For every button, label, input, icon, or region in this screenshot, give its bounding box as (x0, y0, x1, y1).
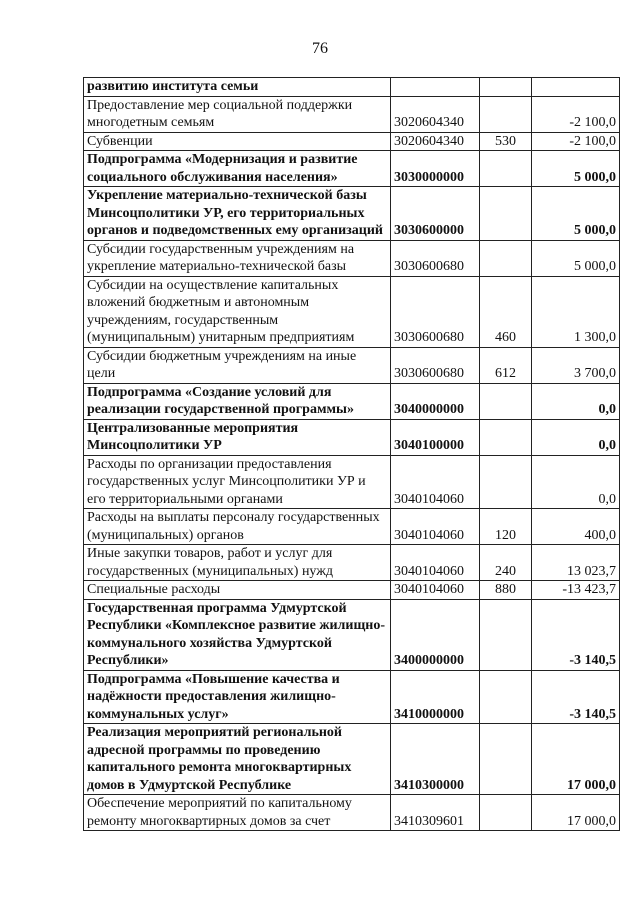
row-sum: -2 100,0 (532, 132, 620, 151)
row-expense-type (480, 187, 532, 241)
row-name: Расходы по организации предоставления государственных услуг Минсоцполитики УР и его территориальными органами (84, 455, 391, 509)
row-name: Реализация мероприятий региональной адресной программы по проведению капитального ремонта многоквартирных домов в Удмуртской Республике (84, 724, 391, 795)
row-sum: 5 000,0 (532, 240, 620, 276)
row-name: Субвенции (84, 132, 391, 151)
row-name: Подпрограмма «Создание условий для реализации государственной программы» (84, 383, 391, 419)
row-name: Обеспечение мероприятий по капитальному ремонту многоквартирных домов за счет (84, 795, 391, 831)
table-row (84, 419, 620, 455)
row-expense-type (480, 724, 532, 795)
table-row (84, 455, 620, 509)
row-name: Укрепление материально-технической базы Минсоцполитики УР, его территориальных органов и подведомственных ему организаций (84, 187, 391, 241)
table-row (84, 795, 620, 831)
row-name: Подпрограмма «Повышение качества и надёжности предоставления жилищно-коммунальных услуг» (84, 670, 391, 724)
row-code: 3400000000 (391, 599, 480, 670)
table-row (84, 151, 620, 187)
table-row (84, 187, 620, 241)
row-code: 3040104060 (391, 545, 480, 581)
row-sum (532, 78, 620, 97)
page-number: 76 (312, 40, 328, 57)
table-row (84, 96, 620, 132)
budget-table (83, 77, 620, 831)
table-body (84, 78, 620, 831)
row-expense-type (480, 795, 532, 831)
table-row (84, 347, 620, 383)
table-row (84, 509, 620, 545)
row-name: Субсидии государственным учреждениям на укрепление материально-технической базы (84, 240, 391, 276)
row-sum: -3 140,5 (532, 599, 620, 670)
row-sum: -3 140,5 (532, 670, 620, 724)
row-expense-type (480, 240, 532, 276)
row-name: Субсидии бюджетным учреждениям на иные цели (84, 347, 391, 383)
row-code: 3040104060 (391, 581, 480, 600)
row-code: 3030600680 (391, 276, 480, 347)
row-code: 3040104060 (391, 509, 480, 545)
row-expense-type (480, 78, 532, 97)
row-code: 3030600680 (391, 240, 480, 276)
row-expense-type (480, 383, 532, 419)
row-code: 3030600000 (391, 187, 480, 241)
table-row (84, 599, 620, 670)
row-sum: 400,0 (532, 509, 620, 545)
row-sum: 0,0 (532, 383, 620, 419)
row-sum: -2 100,0 (532, 96, 620, 132)
row-name: Государственная программа Удмуртской Республики «Комплексное развитие жилищно-коммунального хозяйства Удмуртской Республики» (84, 599, 391, 670)
row-code: 3410309601 (391, 795, 480, 831)
row-expense-type (480, 455, 532, 509)
row-expense-type (480, 151, 532, 187)
row-sum: 0,0 (532, 455, 620, 509)
row-code: 3020604340 (391, 132, 480, 151)
row-code: 3020604340 (391, 96, 480, 132)
row-sum: 13 023,7 (532, 545, 620, 581)
table-row (84, 383, 620, 419)
row-sum: 17 000,0 (532, 795, 620, 831)
row-sum: 5 000,0 (532, 187, 620, 241)
row-sum: 3 700,0 (532, 347, 620, 383)
row-code: 3030000000 (391, 151, 480, 187)
row-name: Предоставление мер социальной поддержки многодетным семьям (84, 96, 391, 132)
row-code: 3030600680 (391, 347, 480, 383)
table-row (84, 724, 620, 795)
row-name: Расходы на выплаты персоналу государственных (муниципальных) органов (84, 509, 391, 545)
row-expense-type (480, 599, 532, 670)
row-sum: 17 000,0 (532, 724, 620, 795)
row-code: 3410300000 (391, 724, 480, 795)
row-name: Иные закупки товаров, работ и услуг для государственных (муниципальных) нужд (84, 545, 391, 581)
row-expense-type (480, 96, 532, 132)
row-name: Централизованные мероприятия Минсоцполитики УР (84, 419, 391, 455)
table-row (84, 132, 620, 151)
row-name: Специальные расходы (84, 581, 391, 600)
table-row (84, 670, 620, 724)
row-sum: 1 300,0 (532, 276, 620, 347)
row-code: 3040000000 (391, 383, 480, 419)
row-expense-type (480, 670, 532, 724)
row-name: Подпрограмма «Модернизация и развитие социального обслуживания населения» (84, 151, 391, 187)
row-expense-type: 120 (480, 509, 532, 545)
row-code: 3040100000 (391, 419, 480, 455)
row-expense-type: 460 (480, 276, 532, 347)
table-row (84, 78, 620, 97)
table-row (84, 240, 620, 276)
row-name: развитию института семьи (84, 78, 391, 97)
row-sum: 0,0 (532, 419, 620, 455)
row-code: 3040104060 (391, 455, 480, 509)
row-expense-type (480, 419, 532, 455)
table-row (84, 545, 620, 581)
row-sum: -13 423,7 (532, 581, 620, 600)
table-row (84, 276, 620, 347)
row-expense-type: 612 (480, 347, 532, 383)
row-code: 3410000000 (391, 670, 480, 724)
row-expense-type: 240 (480, 545, 532, 581)
row-code (391, 78, 480, 97)
row-expense-type: 530 (480, 132, 532, 151)
table-row (84, 581, 620, 600)
row-expense-type: 880 (480, 581, 532, 600)
row-name: Субсидии на осуществление капитальных вложений бюджетным и автономным учреждениям, государственным (муниципальным) унитарным предприятиям (84, 276, 391, 347)
row-sum: 5 000,0 (532, 151, 620, 187)
